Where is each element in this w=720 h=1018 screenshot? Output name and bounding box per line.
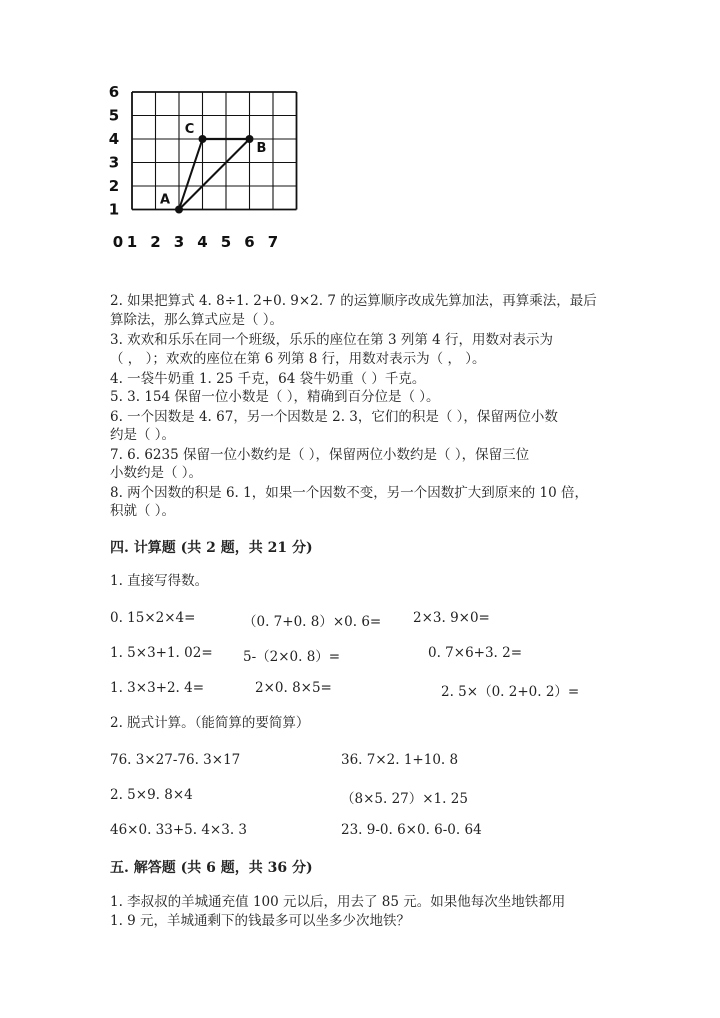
question-5-line: 5. 3. 154 保留一位小数是（ ），精确到百分位是（ ）。 — [110, 389, 440, 405]
direct-calc-item: （0. 7+0. 8）×0. 6= — [243, 614, 382, 630]
calc-question-2-title: 2. 脱式计算。（能简算的要简算） — [110, 715, 310, 731]
point-label-c: C — [184, 122, 195, 137]
y-axis-label: 4 — [108, 130, 120, 148]
section-4-heading: 四. 计算题 (共 2 题，共 21 分) — [110, 540, 313, 556]
y-axis-label: 6 — [108, 83, 120, 101]
question-7-line-2: 小数约是（ ）。 — [110, 465, 203, 481]
stepwise-calc-item: 36. 7×2. 1+10. 8 — [341, 752, 459, 768]
x-axis-label: 6 — [244, 233, 255, 251]
y-axis-label: 2 — [108, 177, 120, 195]
direct-calc-item: 0. 7×6+3. 2= — [428, 645, 523, 661]
question-2-line-2: 算除法，那么算式应是（ ）。 — [110, 312, 284, 328]
stepwise-calc-item: 2. 5×9. 8×4 — [110, 787, 193, 803]
y-axis-label: 3 — [108, 153, 120, 172]
direct-calc-item: 1. 5×3+1. 02= — [110, 645, 213, 661]
y-axis-label: 1 — [108, 200, 120, 219]
calc-question-1-title: 1. 直接写得数。 — [110, 573, 209, 589]
stepwise-calc-item: 23. 9-0. 6×0. 6-0. 64 — [341, 822, 482, 838]
point-label-a: A — [159, 192, 171, 208]
stepwise-calc-item: 76. 3×27-76. 3×17 — [110, 752, 241, 768]
point-b — [246, 135, 254, 143]
point-c — [199, 135, 207, 143]
stepwise-calc-item: （8×5. 27）×1. 25 — [341, 791, 468, 807]
direct-calc-item: 1. 3×3+2. 4= — [110, 680, 205, 696]
direct-calc-item: 2×3. 9×0= — [413, 610, 490, 626]
x-axis-label: 0 — [112, 233, 124, 251]
x-axis-label: 4 — [197, 233, 208, 251]
question-7-line-1: 7. 6. 6235 保留一位小数约是（ ），保留两位小数约是（ ），保留三位 — [110, 447, 530, 463]
stepwise-calc-item: 46×0. 33+5. 4×3. 3 — [110, 822, 247, 838]
x-axis-label: 1 — [126, 233, 138, 251]
x-axis-label: 2 — [150, 233, 161, 251]
direct-calc-item: 2×0. 8×5= — [255, 680, 332, 696]
point-label-b: B — [256, 141, 267, 156]
question-6-line-1: 6. 一个因数是 4. 67，另一个因数是 2. 3，它们的积是（ ），保留两位小数 — [110, 409, 558, 425]
question-3-line-1: 3. 欢欢和乐乐在同一个班级，乐乐的座位在第 3 列第 4 行，用数对表示为 — [110, 332, 554, 348]
direct-calc-item: 2. 5×（0. 2+0. 2）= — [441, 684, 580, 700]
y-axis-label: 5 — [108, 106, 120, 125]
x-axis-label: 7 — [267, 233, 279, 251]
question-8-line-2: 积就（ ）。 — [110, 503, 176, 519]
question-3-line-2: （ ， ）；欢欢的座位在第 6 列第 8 行，用数对表示为（ ， ）。 — [110, 351, 486, 367]
point-a — [175, 206, 183, 214]
question-2-line-1: 2. 如果把算式 4. 8÷1. 2+0. 9×2. 7 的运算顺序改成先算加法，再算乘法，最后 — [110, 293, 597, 309]
section-5-heading: 五. 解答题 (共 6 题，共 36 分) — [110, 860, 313, 876]
word-problem-1-line-1: 1. 李叔叔的羊城通充值 100 元以后，用去了 85 元。如果他每次坐地铁都用 — [110, 894, 566, 910]
direct-calc-item: 5-（2×0. 8）= — [243, 649, 341, 665]
question-4-line: 4. 一袋牛奶重 1. 25 千克，64 袋牛奶重（ ）千克。 — [110, 371, 426, 387]
x-axis-label: 3 — [173, 233, 185, 251]
word-problem-1-line-2: 1. 9 元，羊城通剩下的钱最多可以坐多少次地铁？ — [110, 913, 411, 929]
direct-calc-item: 0. 15×2×4= — [110, 610, 196, 626]
question-6-line-2: 约是（ ）。 — [110, 427, 176, 443]
coordinate-grid — [100, 82, 320, 252]
x-axis-label: 5 — [220, 233, 232, 251]
segment-ab — [179, 139, 250, 210]
question-8-line-1: 8. 两个因数的积是 6. 1，如果一个因数不变，另一个因数扩大到原来的 10 倍， — [110, 485, 588, 501]
